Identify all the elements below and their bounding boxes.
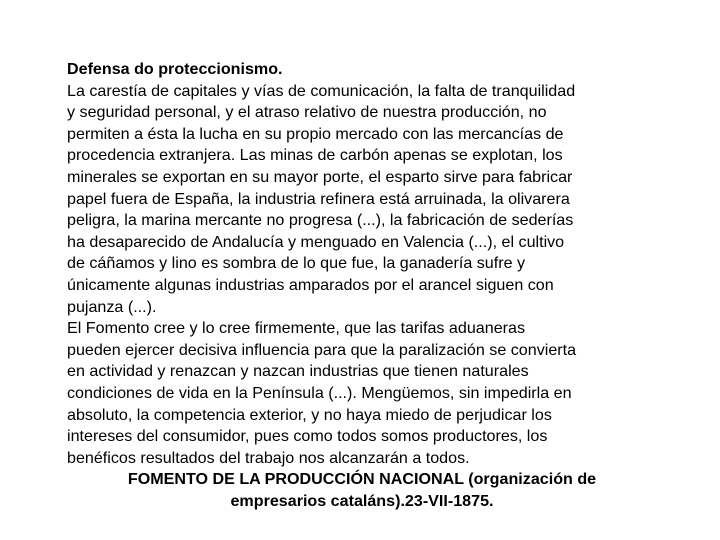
document-heading: Defensa do proteccionismo.	[67, 60, 283, 78]
paragraph-2	[67, 318, 657, 469]
paragraph-line: condiciones de vida en la Península (...). Mengüemos, sin impedirla en	[67, 383, 572, 402]
paragraph-line: procedencia extranjera. Las minas de carbón apenas se explotan, los	[67, 146, 563, 165]
paragraph-line: de cáñamos y lino es sombra de lo que fue, la ganadería sufre y	[67, 254, 526, 273]
paragraph-1	[67, 81, 657, 319]
paragraph-line: absoluto, la competencia exterior, y no haya miedo de perjudicar los	[67, 405, 552, 424]
source-citation	[67, 469, 657, 512]
paragraph-line: pueden ejercer decisiva influencia para que la paralización se convierta	[67, 340, 577, 359]
paragraph-line: en actividad y renazcan y nazcan industrias que tienen naturales	[67, 362, 529, 381]
paragraph-line: El Fomento cree y lo cree firmemente, que las tarifas aduaneras	[67, 319, 525, 338]
paragraph-line: intereses del consumidor, pues como todos somos productores, los	[67, 427, 548, 446]
paragraph-line: pujanza (...).	[67, 297, 157, 316]
paragraph-line: y seguridad personal, y el atraso relativo de nuestra producción, no	[67, 103, 547, 122]
paragraph-line: únicamente algunas industrias amparados por el arancel siguen con	[67, 275, 554, 294]
paragraph-line: minerales se exportan en su mayor porte, el esparto sirve para fabricar	[67, 167, 573, 186]
document-text	[67, 59, 657, 512]
source-line: FOMENTO DE LA PRODUCCIÓN NACIONAL (organización de	[127, 470, 597, 489]
paragraph-line: ha desaparecido de Andalucía y menguado en Valencia (...), el cultivo	[67, 232, 565, 251]
paragraph-line: La carestía de capitales y vías de comunicación, la falta de tranquilidad	[67, 81, 576, 100]
paragraph-line: peligra, la marina mercante no progresa (...), la fabricación de sederías	[67, 211, 574, 230]
paragraph-line: benéficos resultados del trabajo nos alcanzarán a todos.	[67, 448, 470, 467]
paragraph-line: permiten a ésta la lucha en su propio mercado con las mercancías de	[67, 124, 564, 143]
source-line: empresarios cataláns).23-VII-1875.	[230, 491, 494, 510]
paragraph-line: papel fuera de España, la industria refinera está arruinada, la olivarera	[67, 189, 570, 208]
